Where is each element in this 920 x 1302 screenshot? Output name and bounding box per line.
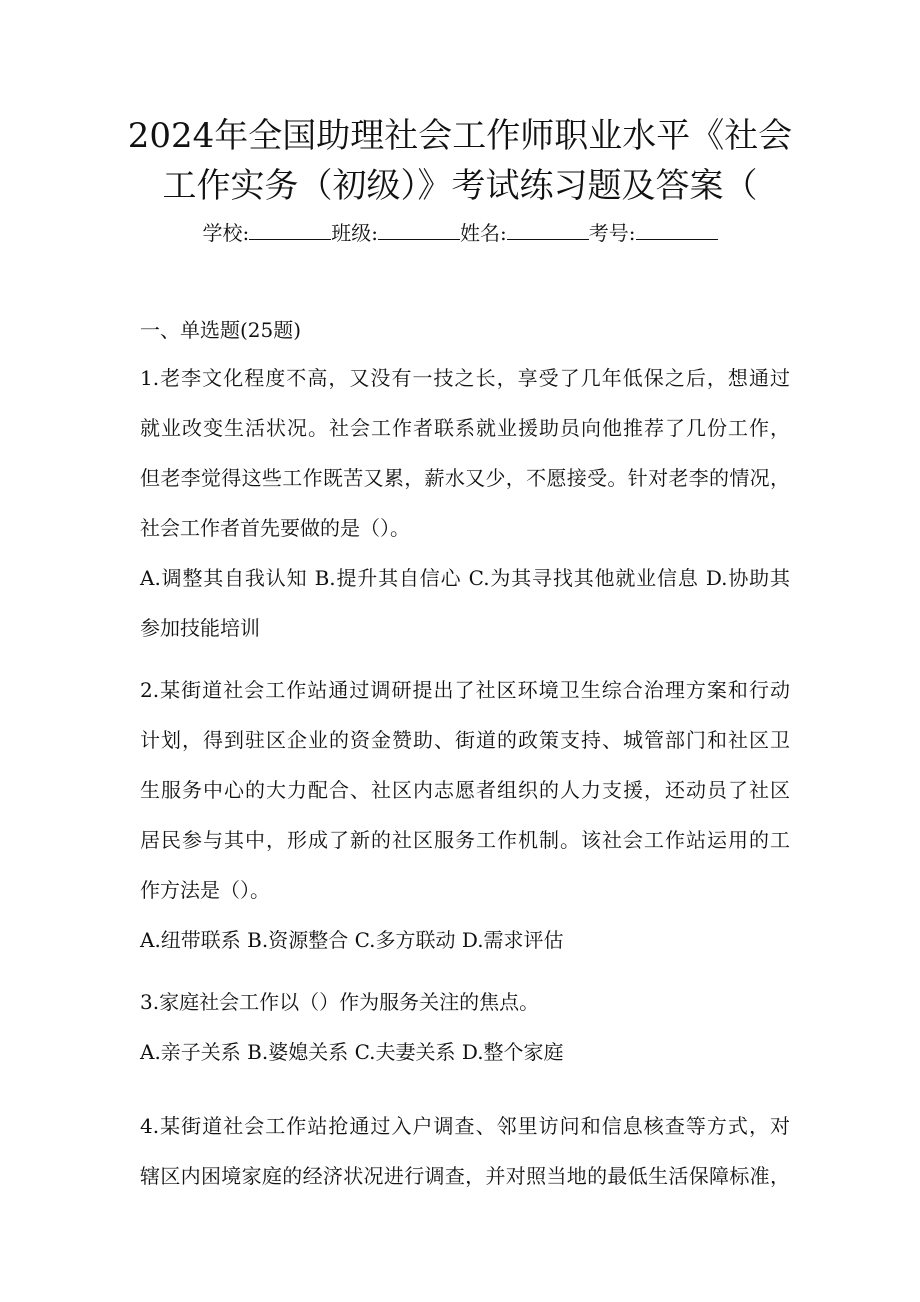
question-2-line-2: 计划，得到驻区企业的资金赞助、街道的政策支持、城管部门和社区卫 [140, 728, 790, 752]
student-info-row [120, 219, 800, 247]
class-label: 班级: [331, 221, 378, 245]
school-blank [249, 219, 331, 240]
question-4 [140, 1112, 790, 1190]
question-3-line-1: 3.家庭社会工作以（）作为服务关注的焦点。 [140, 990, 540, 1014]
question-4-line-2: 辖区内困境家庭的经济状况进行调查，并对照当地的最低生活保障标准， [140, 1164, 790, 1188]
question-1-options-line-2: 参加技能培训 [140, 616, 260, 640]
number-label: 考号: [588, 221, 636, 245]
question-1 [140, 364, 790, 642]
document-title-line-2: 工作实务（初级）》考试练习题及答案（ [162, 166, 758, 206]
question-2-options-line-1: A.纽带联系 B.资源整合 C.多方联动 D.需求评估 [140, 928, 564, 952]
question-1-options-line-1: A.调整其自我认知 B.提升其自信心 C.为其寻找其他就业信息 D.协助其 [140, 566, 790, 590]
name-blank [507, 219, 589, 240]
question-2-line-3: 生服务中心的大力配合、社区内志愿者组织的人力支援，还动员了社区 [140, 778, 790, 802]
question-2-line-1: 2.某街道社会工作站通过调研提出了社区环境卫生综合治理方案和行动 [140, 678, 790, 702]
number-blank [636, 219, 718, 240]
name-label: 姓名: [460, 221, 507, 245]
question-1-line-1: 1.老李文化程度不高，又没有一技之长，享受了几年低保之后，想通过 [140, 366, 790, 390]
section-heading: 一、单选题(25题) [140, 318, 302, 342]
document-title-line-1: 2024年全国助理社会工作师职业水平《社会 [127, 116, 793, 156]
question-2 [140, 676, 790, 954]
question-2-line-5: 作方法是（）。 [140, 878, 270, 902]
question-3-options-line-1: A.亲子关系 B.婆媳关系 C.夫妻关系 D.整个家庭 [140, 1040, 564, 1064]
question-4-line-1: 4.某街道社会工作站抢通过入户调查、邻里访问和信息核查等方式，对 [140, 1114, 790, 1138]
question-1-line-4: 社会工作者首先要做的是（）。 [140, 516, 410, 540]
class-blank [378, 219, 460, 240]
question-3 [140, 988, 790, 1066]
school-label: 学校: [202, 221, 250, 245]
question-2-line-4: 居民参与其中，形成了新的社区服务工作机制。该社会工作站运用的工 [140, 828, 790, 852]
question-1-line-2: 就业改变生活状况。社会工作者联系就业援助员向他推荐了几份工作， [140, 416, 790, 440]
question-1-line-3: 但老李觉得这些工作既苦又累，薪水又少，不愿接受。针对老李的情况， [140, 466, 790, 490]
